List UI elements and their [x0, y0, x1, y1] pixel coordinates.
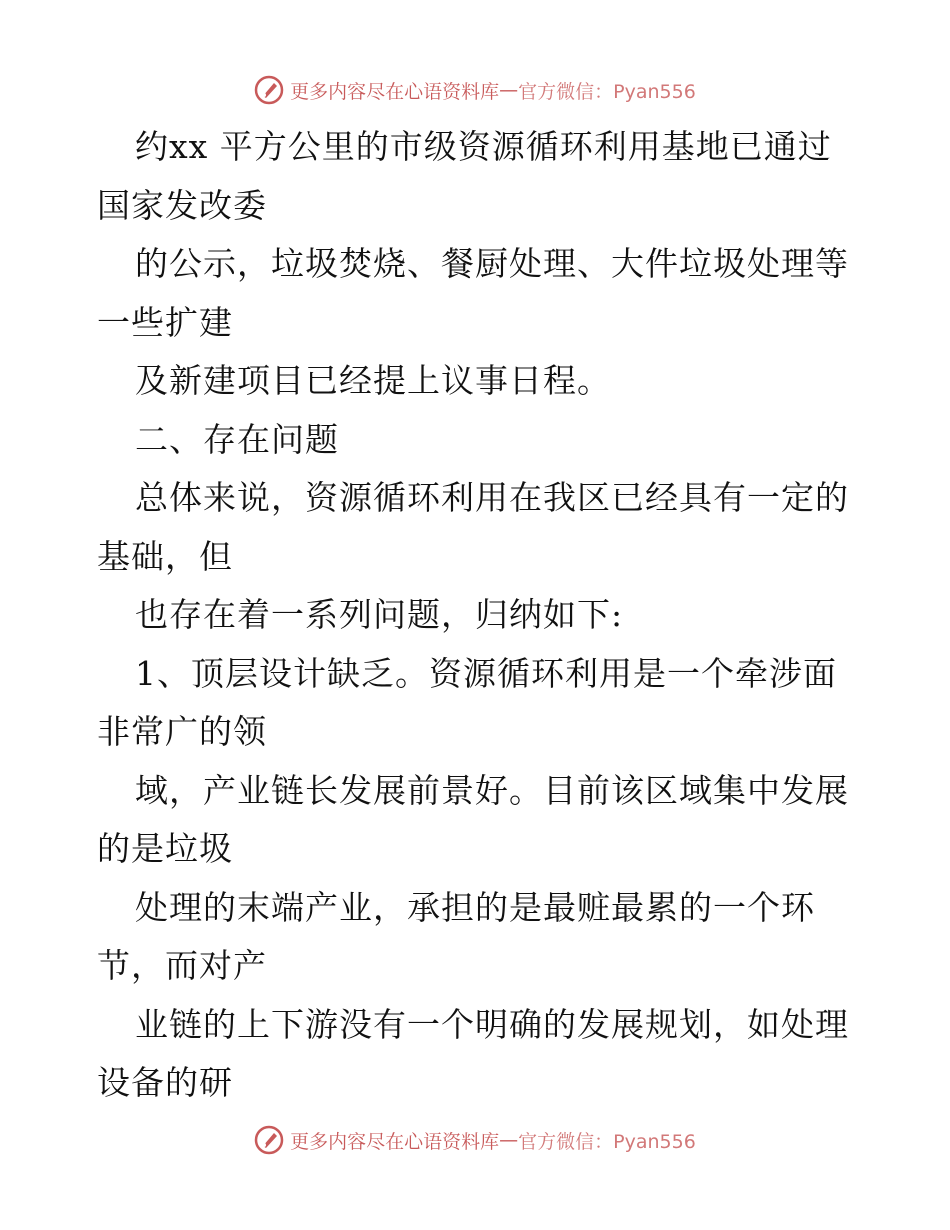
watermark-official-text: 官方微信：Pyan556 [518, 1130, 696, 1153]
watermark-separator: — [499, 79, 519, 101]
text-line: 国家发改委 [97, 185, 267, 225]
text-line: 基础，但 [97, 536, 233, 576]
text-line: 处理的末端产业，承担的是最赃最累的一个环 [135, 887, 815, 927]
text-line: 总体来说，资源循环利用在我区已经具有一定的 [135, 478, 849, 517]
text-line: 业链的上下游没有一个明确的发展规划，如处理 [135, 1004, 849, 1044]
text-line: 节，而对产 [97, 946, 267, 985]
watermark-main-text: 更多内容尽在心语资料库 [290, 1130, 500, 1153]
watermark-main-text: 更多内容尽在心语资料库 [290, 80, 500, 103]
text-line: 也存在着一系列问题，归纳如下: [135, 595, 624, 634]
footer-watermark [0, 1120, 950, 1160]
section-heading: 二、存在问题 [135, 419, 339, 459]
document-body [97, 118, 857, 1113]
text-line: 的是垃圾 [97, 829, 233, 868]
text-line: 及新建项目已经提上议事日程。 [135, 361, 611, 400]
watermark-separator: — [499, 1129, 519, 1151]
text-line: 域，产业链长发展前景好。目前该区域集中发展 [135, 770, 849, 810]
watermark-official-text: 官方微信：Pyan556 [518, 80, 696, 103]
header-watermark [0, 70, 950, 110]
text-line: 的公示，垃圾焚烧、餐厨处理、大件垃圾处理等 [135, 244, 849, 283]
text-line: 1、顶层设计缺乏。资源循环利用是一个牵涉面 [135, 653, 837, 693]
pen-logo-icon [254, 75, 284, 105]
text-line: 约xx 平方公里的市级资源循环利用基地已通过 [135, 127, 832, 166]
pen-logo-icon [254, 1125, 284, 1155]
text-line: 非常广的领 [97, 712, 267, 751]
text-line: 一些扩建 [97, 302, 233, 342]
text-line: 设备的研 [97, 1063, 233, 1102]
